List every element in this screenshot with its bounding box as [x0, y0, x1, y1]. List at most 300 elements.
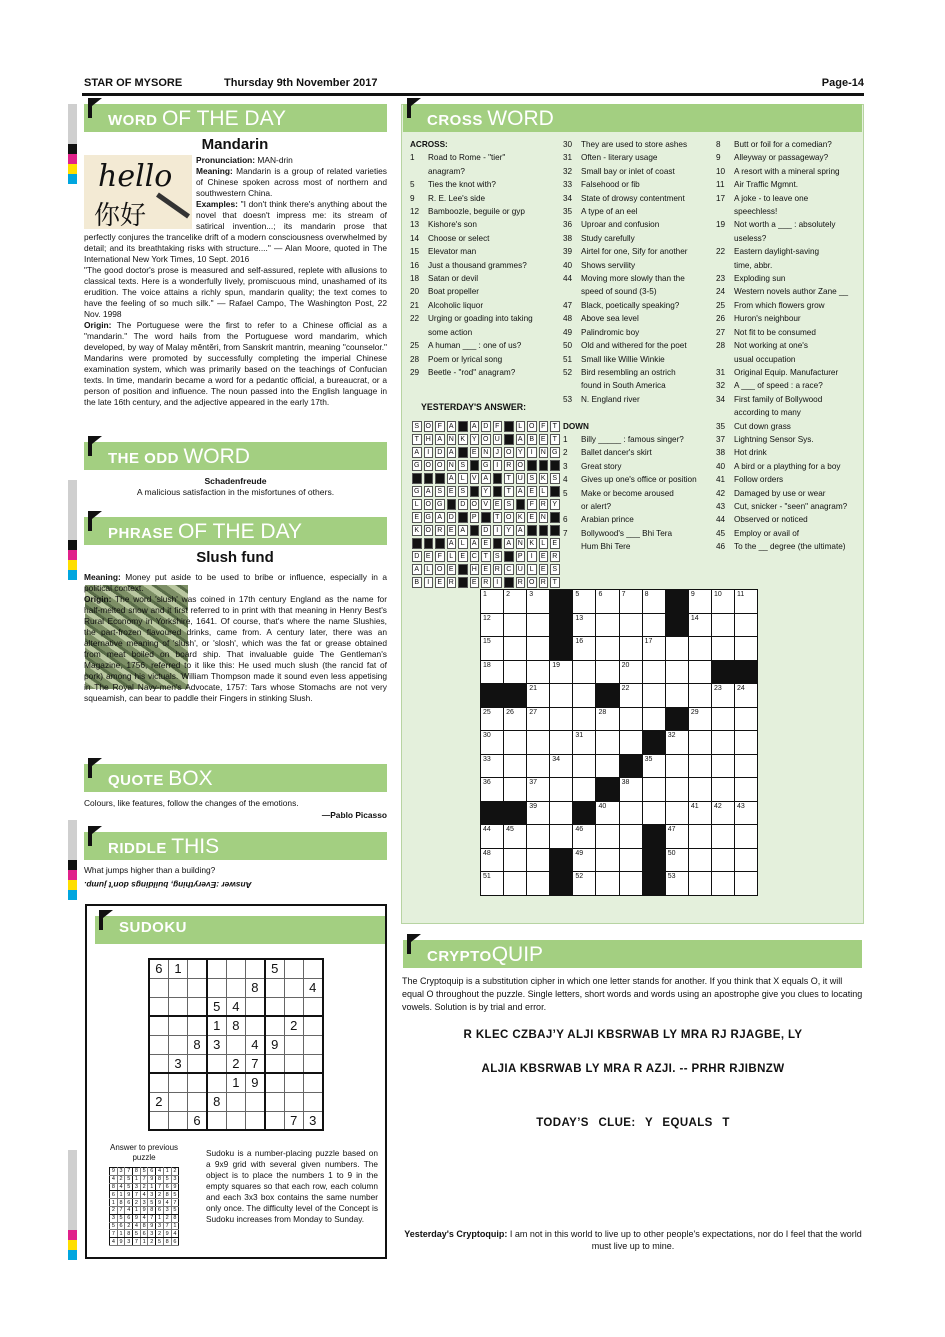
- grid-cell: 43: [735, 801, 758, 825]
- down-clue: according to many: [734, 408, 801, 418]
- sudoku-cell: 5: [148, 1199, 156, 1207]
- answer-black-cell: [493, 486, 503, 497]
- answer-cell: F: [435, 421, 445, 432]
- sudoku-cell: [168, 1073, 187, 1092]
- sudoku-cell: [245, 997, 264, 1016]
- sudoku-cell: [284, 1073, 303, 1092]
- sudoku-cell: [168, 997, 187, 1016]
- sudoku-prev-grid: [109, 1167, 179, 1246]
- black-cell: [642, 848, 665, 872]
- across-clue: 36 Uproar and confusion: [563, 220, 660, 230]
- black-cell: [504, 801, 527, 825]
- answer-cell: S: [504, 499, 514, 510]
- cryptoquip-bar: CRYPTOQUIP: [403, 940, 862, 968]
- sudoku-cell: [188, 978, 207, 997]
- across-clue: 51 Small like Willie Winkie: [563, 354, 665, 364]
- sudoku-cell: 4: [133, 1222, 141, 1230]
- answer-cell: E: [424, 551, 434, 562]
- answer-cell: K: [412, 525, 422, 536]
- grid-cell: 24: [735, 684, 758, 708]
- grid-cell: 47: [665, 825, 688, 849]
- sudoku-cell: 6: [125, 1199, 133, 1207]
- down-clue: 40 A bird or a plaything for a boy: [716, 461, 841, 471]
- grid-cell: 31: [573, 731, 596, 755]
- down-clue: 26 Huron's neighbour: [716, 314, 801, 324]
- down-clue: 31 Original Equip. Manufacturer: [716, 367, 839, 377]
- answer-cell: I: [424, 577, 434, 588]
- grid-cell: [665, 660, 688, 684]
- answer-cell: Y: [516, 447, 526, 458]
- grid-cell: 25: [481, 707, 504, 731]
- sudoku-cell: 8: [110, 1183, 118, 1191]
- grid-cell: 51: [481, 872, 504, 896]
- answer-cell: O: [424, 421, 434, 432]
- across-clue: 50 Old and withered for the poet: [563, 341, 687, 351]
- answer-cell: H: [470, 564, 480, 575]
- quote-author: —Pablo Picasso: [321, 810, 387, 820]
- answer-black-cell: [493, 473, 503, 484]
- answer-cell: A: [447, 473, 457, 484]
- grid-cell: 13: [573, 613, 596, 637]
- grid-cell: 23: [711, 684, 734, 708]
- sudoku-cell: 7: [156, 1183, 164, 1191]
- sudoku-cell: 1: [133, 1206, 141, 1214]
- riddle-answer: Answer :Everything, buildings don't jump.: [84, 880, 252, 890]
- answer-cell: I: [493, 525, 503, 536]
- sudoku-cell: [265, 1016, 284, 1035]
- answer-cell: T: [504, 486, 514, 497]
- sudoku-cell: 6: [171, 1238, 179, 1246]
- grid-cell: [573, 754, 596, 778]
- sudoku-cell: 8: [133, 1168, 141, 1176]
- black-cell: [665, 590, 688, 614]
- answer-cell: O: [424, 460, 434, 471]
- black-cell: [596, 778, 619, 802]
- grid-cell: 8: [642, 590, 665, 614]
- sudoku-cell: 8: [163, 1238, 171, 1246]
- down-clue: usual occupation: [734, 354, 796, 364]
- word-of-day-title: Mandarin: [201, 136, 269, 153]
- black-cell: [481, 801, 504, 825]
- sudoku-cell: 6: [117, 1222, 125, 1230]
- answer-black-cell: [527, 460, 537, 471]
- grid-cell: 26: [504, 707, 527, 731]
- sudoku-cell: 3: [303, 1111, 322, 1130]
- sudoku-cell: [168, 1111, 187, 1130]
- crossword-grid: [480, 589, 758, 896]
- answer-cell: K: [516, 512, 526, 523]
- sudoku-cell: 6: [188, 1111, 207, 1130]
- across-clue: 5 Ties the knot with?: [410, 180, 496, 190]
- sudoku-description: Sudoku is a number-placing puzzle based on a 9x9 grid with several given numbers. The object is to place the numbers 1 to 9 in the empty squares so that each row, each column and each 3x3 box contains the same number only once. The difficulty level of the Concept is Sudoku increases from Monday to Sunday.: [206, 1148, 378, 1224]
- grid-cell: [527, 613, 550, 637]
- sudoku-cell: 3: [163, 1206, 171, 1214]
- answer-black-cell: [458, 564, 468, 575]
- answer-cell: A: [470, 538, 480, 549]
- answer-cell: G: [481, 460, 491, 471]
- grid-cell: 33: [481, 754, 504, 778]
- sudoku-cell: [265, 1054, 284, 1073]
- answer-cell: E: [527, 486, 537, 497]
- answer-black-cell: [539, 460, 549, 471]
- sudoku-cell: 6: [125, 1214, 133, 1222]
- down-clue: 38 Hot drink: [716, 448, 767, 458]
- answer-cell: T: [550, 434, 560, 445]
- sudoku-cell: 4: [303, 978, 322, 997]
- sudoku-cell: 9: [148, 1222, 156, 1230]
- black-cell: [619, 754, 642, 778]
- answer-cell: E: [458, 551, 468, 562]
- grid-cell: [573, 778, 596, 802]
- riddle-question: What jumps higher than a building?: [84, 865, 216, 875]
- answer-black-cell: [458, 447, 468, 458]
- sudoku-cell: 2: [110, 1206, 118, 1214]
- sudoku-cell: 1: [140, 1238, 148, 1246]
- sudoku-cell: [245, 1111, 264, 1130]
- quote-body: [84, 797, 387, 821]
- sudoku-cell: [226, 978, 245, 997]
- sudoku-cell: 9: [156, 1199, 164, 1207]
- sudoku-cell: 4: [125, 1206, 133, 1214]
- sudoku-cell: 8: [188, 1035, 207, 1054]
- sudoku-cell: 3: [168, 1054, 187, 1073]
- answer-black-cell: [539, 525, 549, 536]
- answer-black-cell: [412, 538, 422, 549]
- grid-cell: [573, 660, 596, 684]
- grid-cell: [735, 637, 758, 661]
- across-clue: 38 Study carefully: [563, 233, 635, 243]
- grid-cell: 17: [642, 637, 665, 661]
- grid-cell: 2: [504, 590, 527, 614]
- grid-cell: 22: [619, 684, 642, 708]
- grid-cell: 15: [481, 637, 504, 661]
- grid-cell: [711, 707, 734, 731]
- sudoku-cell: 8: [156, 1175, 164, 1183]
- grid-cell: [642, 660, 665, 684]
- grid-cell: [619, 801, 642, 825]
- answer-cell: E: [481, 538, 491, 549]
- answer-black-cell: [458, 512, 468, 523]
- across-clue: 53 N. England river: [563, 394, 640, 404]
- answer-cell: O: [470, 499, 480, 510]
- sudoku-cell: 6: [163, 1183, 171, 1191]
- riddle-bar: RIDDLE THIS: [84, 832, 387, 860]
- grid-cell: [665, 801, 688, 825]
- grid-cell: [550, 707, 573, 731]
- grid-cell: [527, 848, 550, 872]
- sudoku-cell: 9: [245, 1073, 264, 1092]
- grid-cell: 34: [550, 754, 573, 778]
- answer-cell: L: [447, 551, 457, 562]
- answer-cell: N: [539, 447, 549, 458]
- across-clue: 35 A type of an eel: [563, 207, 638, 217]
- grid-cell: [711, 731, 734, 755]
- answer-black-cell: [504, 577, 514, 588]
- grid-cell: 42: [711, 801, 734, 825]
- answer-cell: F: [435, 551, 445, 562]
- across-clue: 16 Just a thousand grammes?: [410, 260, 527, 270]
- sudoku-prev-label: Answer to previous puzzle: [109, 1143, 179, 1162]
- sudoku-cell: 2: [226, 1054, 245, 1073]
- answer-cell: I: [424, 447, 434, 458]
- sudoku-cell: [284, 978, 303, 997]
- answer-cell: C: [470, 551, 480, 562]
- sudoku-cell: 7: [110, 1230, 118, 1238]
- down-clues-col3: [716, 138, 858, 554]
- grid-cell: [688, 754, 711, 778]
- across-clue: 31 Often - literary usage: [563, 153, 658, 163]
- odd-word-body: [84, 476, 387, 498]
- sudoku-cell: 2: [156, 1191, 164, 1199]
- down-clue: 43 Cut, snicker - "seen" anagram?: [716, 501, 848, 511]
- grid-cell: 53: [665, 872, 688, 896]
- sudoku-cell: 1: [163, 1168, 171, 1176]
- answer-black-cell: [470, 525, 480, 536]
- across-clue: 14 Choose or select: [410, 233, 490, 243]
- answer-black-cell: [550, 486, 560, 497]
- down-clue: 10 A resort with a mineral spring: [716, 166, 840, 176]
- sudoku-cell: 4: [245, 1035, 264, 1054]
- sudoku-cell: 6: [140, 1230, 148, 1238]
- down-clue: 45 Employ or avail of: [716, 528, 800, 538]
- sudoku-cell: [303, 1054, 322, 1073]
- sudoku-cell: 9: [171, 1183, 179, 1191]
- down-clue: 6 Arabian prince: [563, 515, 634, 525]
- sudoku-cell: 5: [207, 997, 226, 1016]
- grid-cell: 46: [573, 825, 596, 849]
- across-clue: 18 Satan or devil: [410, 274, 479, 284]
- down-clue: or alert?: [581, 501, 612, 511]
- grid-cell: 52: [573, 872, 596, 896]
- grid-cell: [504, 731, 527, 755]
- answer-cell: O: [481, 434, 491, 445]
- odd-word: Schadenfreude: [204, 476, 267, 486]
- answer-cell: E: [481, 564, 491, 575]
- down-clue: time, abbr.: [734, 260, 773, 270]
- word-of-day-bar: [84, 104, 387, 132]
- down-clue: 28 Not working at one's: [716, 341, 808, 351]
- answer-cell: Y: [481, 486, 491, 497]
- grid-cell: 44: [481, 825, 504, 849]
- across-clue: anagram?: [428, 166, 465, 176]
- sudoku-cell: 3: [156, 1222, 164, 1230]
- answer-cell: E: [412, 512, 422, 523]
- down-clue: 34 First family of Bollywood: [716, 394, 823, 404]
- grid-cell: [688, 637, 711, 661]
- black-cell: [504, 684, 527, 708]
- grid-cell: 9: [688, 590, 711, 614]
- black-cell: [665, 707, 688, 731]
- answer-cell: U: [493, 434, 503, 445]
- answer-cell: O: [424, 525, 434, 536]
- issue-date: Thursday 9th November 2017: [224, 77, 378, 89]
- sudoku-cell: 8: [245, 978, 264, 997]
- answer-black-cell: [458, 577, 468, 588]
- grid-cell: [711, 872, 734, 896]
- sudoku-cell: 2: [140, 1183, 148, 1191]
- grid-cell: [642, 707, 665, 731]
- sudoku-cell: 1: [117, 1191, 125, 1199]
- down-clue: 35 Cut down grass: [716, 421, 791, 431]
- grid-cell: 40: [596, 801, 619, 825]
- sudoku-grid: [148, 958, 324, 1131]
- across-clue: 9 R. E. Lee's side: [410, 193, 486, 203]
- sudoku-cell: 4: [110, 1175, 118, 1183]
- grid-cell: [688, 778, 711, 802]
- sudoku-cell: [284, 959, 303, 978]
- sudoku-cell: [188, 1054, 207, 1073]
- answer-cell: T: [412, 434, 422, 445]
- down-clue: 44 Observed or noticed: [716, 515, 808, 525]
- sudoku-cell: 3: [125, 1238, 133, 1246]
- cryptoquip-line2: ALJIA KBSRWAB LY MRA R AZJI. -- PRHR RJIBNZW: [481, 1063, 785, 1075]
- answer-cell: O: [435, 564, 445, 575]
- sudoku-cell: [149, 1054, 168, 1073]
- down-clue: 46 To the __ degree (the ultimate): [716, 542, 846, 552]
- grid-cell: [596, 848, 619, 872]
- answer-cell: A: [447, 538, 457, 549]
- sudoku-cell: 9: [133, 1214, 141, 1222]
- sudoku-cell: 2: [148, 1238, 156, 1246]
- grid-cell: 27: [527, 707, 550, 731]
- answer-black-cell: [493, 538, 503, 549]
- sudoku-cell: 5: [171, 1206, 179, 1214]
- grid-cell: [735, 778, 758, 802]
- grid-cell: [735, 754, 758, 778]
- across-clue: 52 Bird resembling an ostrich: [563, 367, 676, 377]
- grid-cell: 3: [527, 590, 550, 614]
- black-cell: [642, 872, 665, 896]
- answer-cell: B: [527, 434, 537, 445]
- black-cell: [481, 684, 504, 708]
- grid-cell: [550, 825, 573, 849]
- answer-black-cell: [481, 512, 491, 523]
- grid-cell: [735, 731, 758, 755]
- newspaper-name: STAR OF MYSORE: [84, 77, 183, 89]
- sudoku-cell: 6: [156, 1206, 164, 1214]
- grid-cell: [642, 778, 665, 802]
- grid-cell: [504, 778, 527, 802]
- sudoku-cell: [245, 1016, 264, 1035]
- answer-cell: L: [516, 421, 526, 432]
- grid-cell: [619, 637, 642, 661]
- answer-cell: H: [424, 434, 434, 445]
- sudoku-cell: 2: [284, 1016, 303, 1035]
- grid-cell: [665, 637, 688, 661]
- sudoku-cell: 9: [148, 1175, 156, 1183]
- across-clue: 15 Elevator man: [410, 247, 477, 257]
- down-clue: 3 Great story: [563, 461, 622, 471]
- sudoku-cell: [168, 1092, 187, 1111]
- sudoku-cell: [168, 1035, 187, 1054]
- sudoku-cell: 5: [156, 1238, 164, 1246]
- grid-cell: 49: [573, 848, 596, 872]
- across-clue: 29 Beetle - "rod" anagram?: [410, 367, 516, 377]
- sudoku-cell: [207, 1111, 226, 1130]
- grid-cell: [573, 707, 596, 731]
- sudoku-cell: 4: [156, 1168, 164, 1176]
- answer-cell: T: [493, 512, 503, 523]
- black-cell: [642, 825, 665, 849]
- answer-cell: Y: [504, 525, 514, 536]
- sudoku-cell: 7: [140, 1175, 148, 1183]
- grid-cell: [711, 613, 734, 637]
- sudoku-cell: [226, 1035, 245, 1054]
- sudoku-cell: [188, 997, 207, 1016]
- sudoku-cell: 1: [171, 1222, 179, 1230]
- sudoku-cell: 5: [140, 1168, 148, 1176]
- grid-cell: [665, 684, 688, 708]
- across-clue: 39 Airtel for one, Sify for another: [563, 247, 688, 257]
- answer-cell: O: [516, 460, 526, 471]
- grid-cell: [688, 825, 711, 849]
- down-clue: useless?: [734, 233, 767, 243]
- sudoku-cell: 5: [133, 1230, 141, 1238]
- answer-cell: G: [412, 486, 422, 497]
- sudoku-cell: [303, 959, 322, 978]
- sudoku-cell: 3: [207, 1035, 226, 1054]
- answer-black-cell: [516, 499, 526, 510]
- sudoku-cell: [149, 978, 168, 997]
- down-clue: speechless!: [734, 207, 778, 217]
- answer-cell: C: [504, 564, 514, 575]
- answer-cell: E: [527, 512, 537, 523]
- across-clue: 12 Bamboozle, beguile or gyp: [410, 207, 525, 217]
- sudoku-cell: [303, 1092, 322, 1111]
- answer-cell: O: [424, 499, 434, 510]
- grid-cell: [504, 613, 527, 637]
- sudoku-cell: [265, 1092, 284, 1111]
- odd-word-bar: THE ODD WORD: [84, 442, 387, 470]
- grid-cell: 41: [688, 801, 711, 825]
- sudoku-cell: 8: [207, 1092, 226, 1111]
- down-clue: 1 Billy _____ : famous singer?: [563, 434, 684, 444]
- answer-cell: S: [412, 421, 422, 432]
- answer-cell: E: [470, 447, 480, 458]
- grid-cell: [504, 872, 527, 896]
- grid-cell: [688, 848, 711, 872]
- across-clue: 33 Falsehood or fib: [563, 180, 640, 190]
- sudoku-cell: [149, 1073, 168, 1092]
- grid-cell: [711, 848, 734, 872]
- grid-cell: [642, 684, 665, 708]
- sudoku-cell: 1: [207, 1016, 226, 1035]
- down-clue: 41 Follow orders: [716, 475, 784, 485]
- sudoku-cell: [226, 1111, 245, 1130]
- cryptoquip-clue: TODAY’S CLUE: Y EQUALS T: [536, 1117, 730, 1129]
- answer-cell: S: [550, 564, 560, 575]
- down-clue: 5 Make or become aroused: [563, 488, 674, 498]
- grid-cell: 12: [481, 613, 504, 637]
- across-clue: 25 A human ___ : one of us?: [410, 341, 522, 351]
- grid-cell: 18: [481, 660, 504, 684]
- grid-cell: 19: [550, 660, 573, 684]
- sudoku-cell: 1: [168, 959, 187, 978]
- sudoku-bar: SUDOKU: [95, 916, 385, 944]
- grid-cell: [619, 848, 642, 872]
- sudoku-cell: 6: [110, 1191, 118, 1199]
- sudoku-cell: 5: [110, 1222, 118, 1230]
- grid-cell: [735, 825, 758, 849]
- grid-cell: 32: [665, 731, 688, 755]
- sudoku-cell: 5: [265, 959, 284, 978]
- answer-cell: L: [539, 486, 549, 497]
- answer-cell: A: [424, 486, 434, 497]
- answer-cell: A: [412, 564, 422, 575]
- sudoku-cell: 8: [140, 1222, 148, 1230]
- grid-cell: [665, 778, 688, 802]
- answer-cell: I: [527, 447, 537, 458]
